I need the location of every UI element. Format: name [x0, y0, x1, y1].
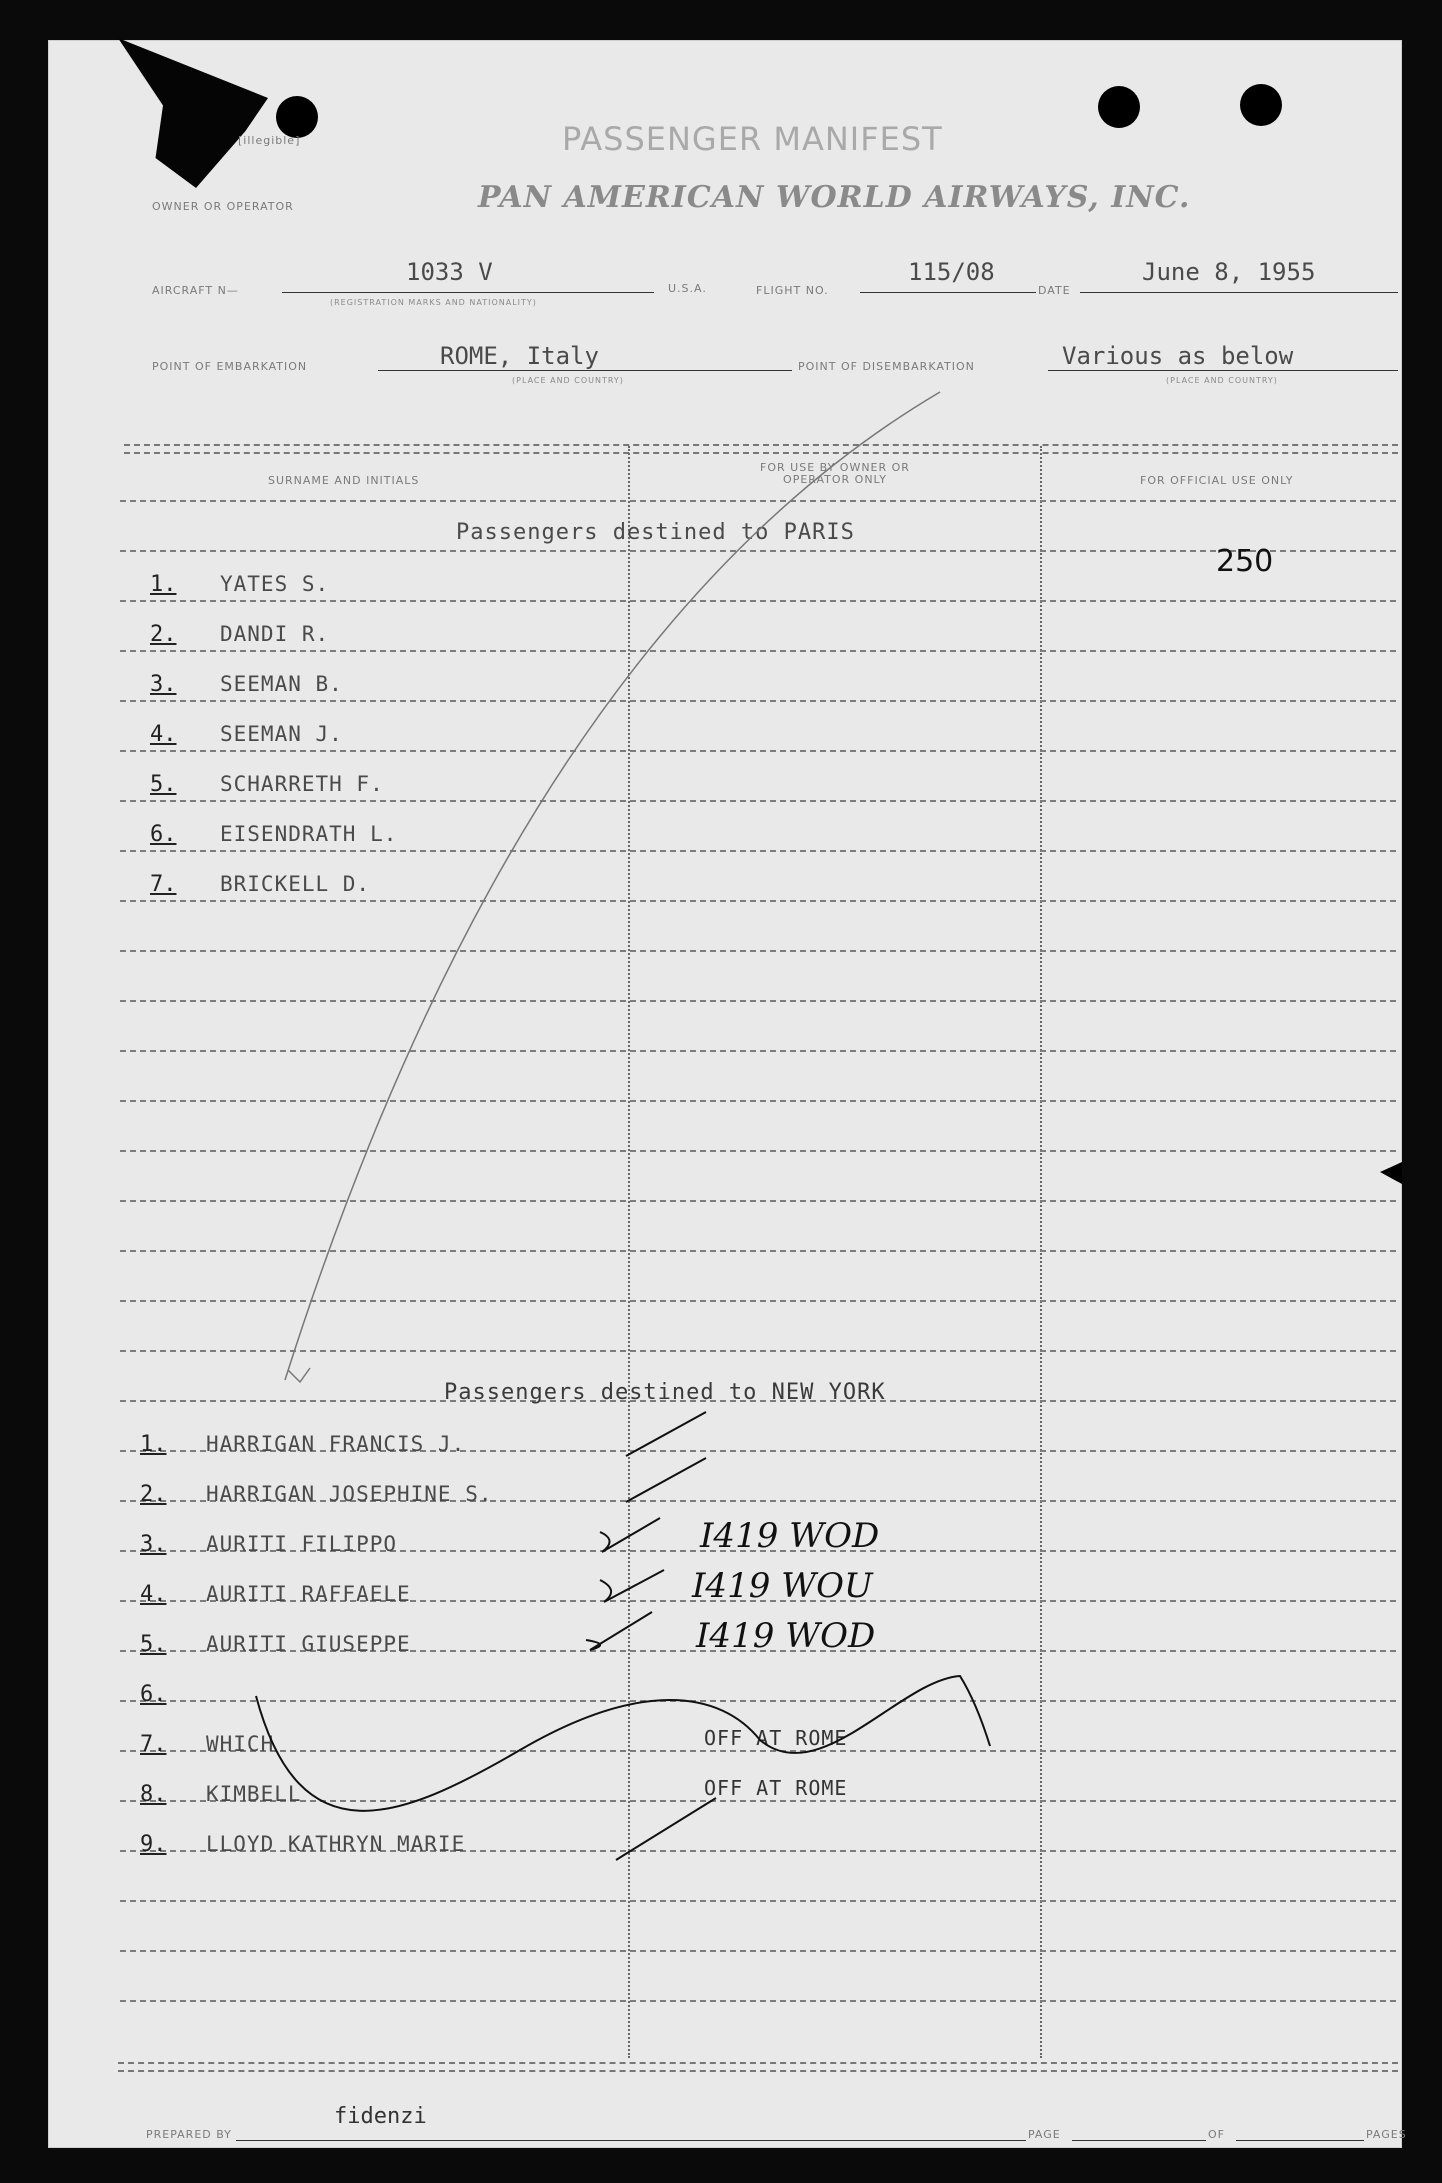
passenger-number: 5. — [150, 772, 177, 797]
prepared-value: fidenzi — [334, 2104, 427, 2129]
usa-label: U.S.A. — [668, 282, 707, 295]
flight-value: 115/08 — [908, 258, 995, 286]
passenger-name: SEEMAN B. — [220, 672, 343, 696]
date-label: DATE — [1038, 284, 1071, 297]
passenger-name: EISENDRATH L. — [220, 822, 398, 846]
aircraft-value: 1033 V — [406, 258, 493, 286]
passenger-number: 4. — [140, 1582, 167, 1607]
official-use-header: FOR OFFICIAL USE ONLY — [1140, 474, 1294, 487]
carrier-name: PAN AMERICAN WORLD AIRWAYS, INC. — [478, 180, 1191, 215]
owner-use-header: FOR USE BY OWNER OR OPERATOR ONLY — [760, 461, 910, 486]
section-heading-new-york: Passengers destined to NEW YORK — [444, 1380, 886, 1405]
page-underline — [1072, 2140, 1206, 2141]
embark-value: ROME, Italy — [440, 342, 599, 370]
passenger-number: 3. — [150, 672, 177, 697]
passenger-number: 8. — [140, 1782, 167, 1807]
prepared-underline — [236, 2140, 1026, 2141]
passenger-name: SEEMAN J. — [220, 722, 343, 746]
passenger-number: 4. — [150, 722, 177, 747]
pages-label: PAGES — [1366, 2128, 1407, 2141]
passenger-name: AURITI GIUSEPPE — [206, 1632, 411, 1656]
check-stroke — [616, 1798, 716, 1860]
check-mark-icon — [600, 1570, 664, 1602]
passenger-number: 1. — [150, 572, 177, 597]
passenger-name: AURITI FILIPPO — [206, 1532, 398, 1556]
passenger-number: 1. — [140, 1432, 167, 1457]
handwritten-note: I419 WOD — [696, 1616, 876, 1656]
passenger-number: 2. — [140, 1482, 167, 1507]
passenger-number: 5. — [140, 1632, 167, 1657]
pencil-arrowhead — [288, 1368, 310, 1382]
check-mark-icon — [600, 1518, 660, 1552]
typed-note: OFF AT ROME — [704, 1726, 848, 1750]
passenger-name: WHICH — [206, 1732, 275, 1756]
passenger-number: 7. — [150, 872, 177, 897]
passenger-name: YATES S. — [220, 572, 330, 596]
typed-note: OFF AT ROME — [704, 1776, 848, 1800]
of-underline — [1236, 2140, 1364, 2141]
passenger-name: SCHARRETH F. — [220, 772, 384, 796]
passenger-name: HARRIGAN JOSEPHINE S. — [206, 1482, 493, 1506]
passenger-number: 3. — [140, 1532, 167, 1557]
embark-label: POINT OF EMBARKATION — [152, 360, 308, 373]
of-label: OF — [1208, 2128, 1225, 2141]
passenger-number: 6. — [140, 1682, 167, 1707]
aircraft-label: AIRCRAFT N— — [152, 284, 239, 297]
passenger-name: LLOYD KATHRYN MARIE — [206, 1832, 466, 1856]
disembark-label: POINT OF DISEMBARKATION — [798, 360, 975, 373]
form-title: PASSENGER MANIFEST — [562, 120, 943, 158]
passenger-name: DANDI R. — [220, 622, 330, 646]
passenger-name: BRICKELL D. — [220, 872, 371, 896]
official-mark: 250 — [1216, 544, 1274, 579]
passenger-number: 2. — [150, 622, 177, 647]
passenger-number: 9. — [140, 1832, 167, 1857]
check-stroke — [626, 1458, 706, 1502]
passenger-number: 7. — [140, 1732, 167, 1757]
disembark-value: Various as below — [1062, 342, 1294, 370]
owner-label: OWNER OR OPERATOR — [152, 200, 294, 213]
faint-pencil-line — [285, 392, 940, 1380]
strike-through-curve — [256, 1676, 990, 1811]
page-label: PAGE — [1028, 2128, 1061, 2141]
page-edge-notch — [1380, 1162, 1402, 1184]
passenger-name: HARRIGAN FRANCIS J. — [206, 1432, 466, 1456]
prepared-label: PREPARED BY — [146, 2128, 232, 2141]
section-heading-paris: Passengers destined to PARIS — [456, 520, 855, 545]
disembark-caption: (PLACE AND COUNTRY) — [1166, 376, 1278, 385]
handwritten-note: I419 WOD — [700, 1516, 880, 1556]
aircraft-caption: (REGISTRATION MARKS AND NATIONALITY) — [330, 298, 537, 307]
handwritten-note: I419 WOU — [692, 1566, 873, 1606]
passenger-number: 6. — [150, 822, 177, 847]
passenger-name: AURITI RAFFAELE — [206, 1582, 411, 1606]
passenger-name: KIMBELL — [206, 1782, 302, 1806]
form-number: [illegible] — [238, 134, 301, 147]
check-mark-icon — [586, 1612, 652, 1650]
embark-caption: (PLACE AND COUNTRY) — [512, 376, 624, 385]
date-value: June 8, 1955 — [1142, 258, 1316, 286]
flight-label: FLIGHT NO. — [756, 284, 829, 297]
surname-header: SURNAME AND INITIALS — [268, 474, 420, 487]
check-stroke — [626, 1412, 706, 1456]
